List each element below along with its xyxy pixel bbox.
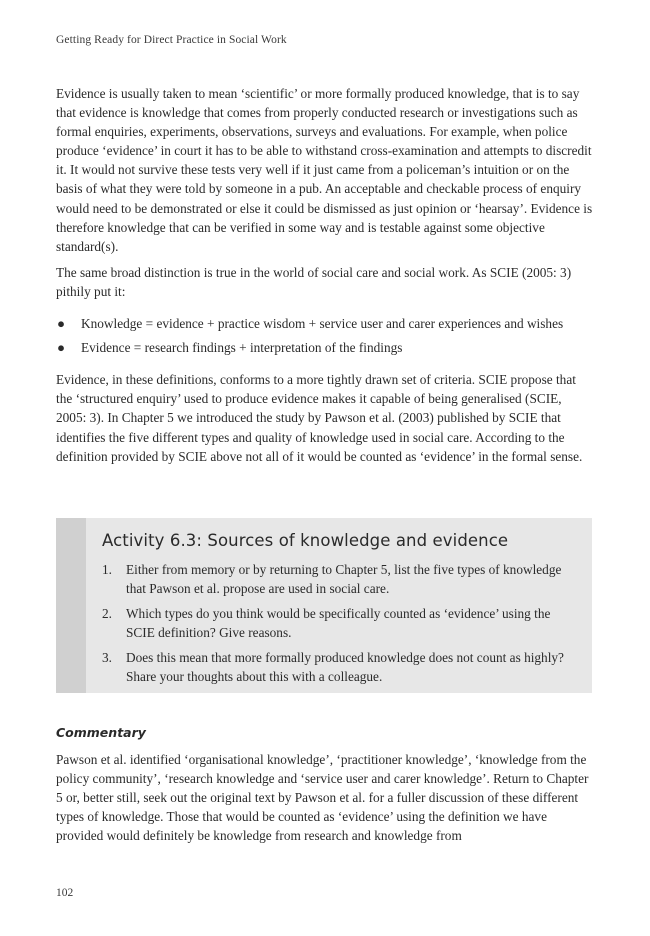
paragraph-scie-distinction: The same broad distinction is true in the world of social care and social work. As SCIE (2005: 3) pithily put it: bbox=[56, 264, 572, 299]
running-head: Getting Ready for Direct Practice in Social Work bbox=[56, 34, 287, 46]
list-item-text: Evidence = research findings + interpretation of the findings bbox=[81, 340, 403, 356]
bullet-icon: ● bbox=[57, 316, 66, 332]
activity-item bbox=[102, 604, 580, 642]
commentary-text: Pawson et al. identified ‘organisational knowledge’, ‘practitioner knowledge’, ‘knowledge from the policy community’, ‘research knowledge and ‘service user and carer knowledge’. Return to Chapter 5 or, better still, seek out the original text by Pawson et al. for a fuller discussion of these different types of knowledge. Those that would be counted as ‘evidence’ using the definition we have provided would definitely be knowledge from research and knowledge from bbox=[56, 752, 589, 844]
paragraph-evidence-definition: Evidence is usually taken to mean ‘scientific’ or more formally produced knowledge, that is to say that evidence is knowledge that comes from properly conducted research or investigations such as formal enquiries, experiments, observations, surveys and evaluations. For example, when police produce ‘evidence’ in court it has to be able to withstand cross-examination and attempts to discredit it. It would not survive these tests very well if it just came from a policeman’s intuition or on the basis of what they were told by someone in a pub. An acceptable and checkable process of enquiry would need to be demonstrated or else it could be dismissed as just opinion or ‘hearsay’. Evidence is therefore knowledge that can be verified in some way and is testable against some objective standard(s). bbox=[56, 86, 593, 254]
definition-list bbox=[56, 314, 593, 357]
activity-box bbox=[56, 518, 592, 693]
page-number: 102 bbox=[56, 887, 74, 899]
list-item bbox=[56, 314, 593, 333]
activity-title: Activity 6.3: Sources of knowledge and evidence bbox=[102, 531, 509, 550]
activity-item-number: 2. bbox=[102, 606, 112, 621]
activity-item bbox=[102, 648, 580, 686]
activity-item-text: Does this mean that more formally produced knowledge does not count as highly? Share your thoughts about this with a colleague. bbox=[126, 650, 564, 684]
main-text bbox=[56, 84, 593, 466]
paragraph-evidence-criteria: Evidence, in these definitions, conforms to a more tightly drawn set of criteria. SCIE propose that the ‘structured enquiry’ used to produce evidence makes it capable of being generalised (SCIE, 2005: 3). In Chapter 5 we introduced the study by Pawson et al. (2003) published by SCIE that identifies the five different types and quality of knowledge used in social care. According to the definition provided by SCIE above not all of it would be counted as ‘evidence’ in the formal sense. bbox=[56, 372, 583, 464]
activity-item-text: Either from memory or by returning to Chapter 5, list the five types of knowledge that Pawson et al. propose are used in social care. bbox=[126, 562, 562, 596]
bullet-icon: ● bbox=[57, 340, 66, 356]
activity-side-bar bbox=[56, 518, 86, 693]
activity-item-number: 1. bbox=[102, 562, 112, 577]
activity-item-text: Which types do you think would be specifically counted as ‘evidence’ using the SCIE definition? Give reasons. bbox=[126, 606, 551, 640]
activity-item bbox=[102, 560, 580, 598]
list-item-text: Knowledge = evidence + practice wisdom + service user and carer experiences and wishes bbox=[81, 316, 564, 332]
activity-item-number: 3. bbox=[102, 650, 112, 665]
activity-list bbox=[102, 560, 580, 692]
commentary-heading: Commentary bbox=[56, 725, 146, 740]
list-item bbox=[56, 338, 593, 357]
